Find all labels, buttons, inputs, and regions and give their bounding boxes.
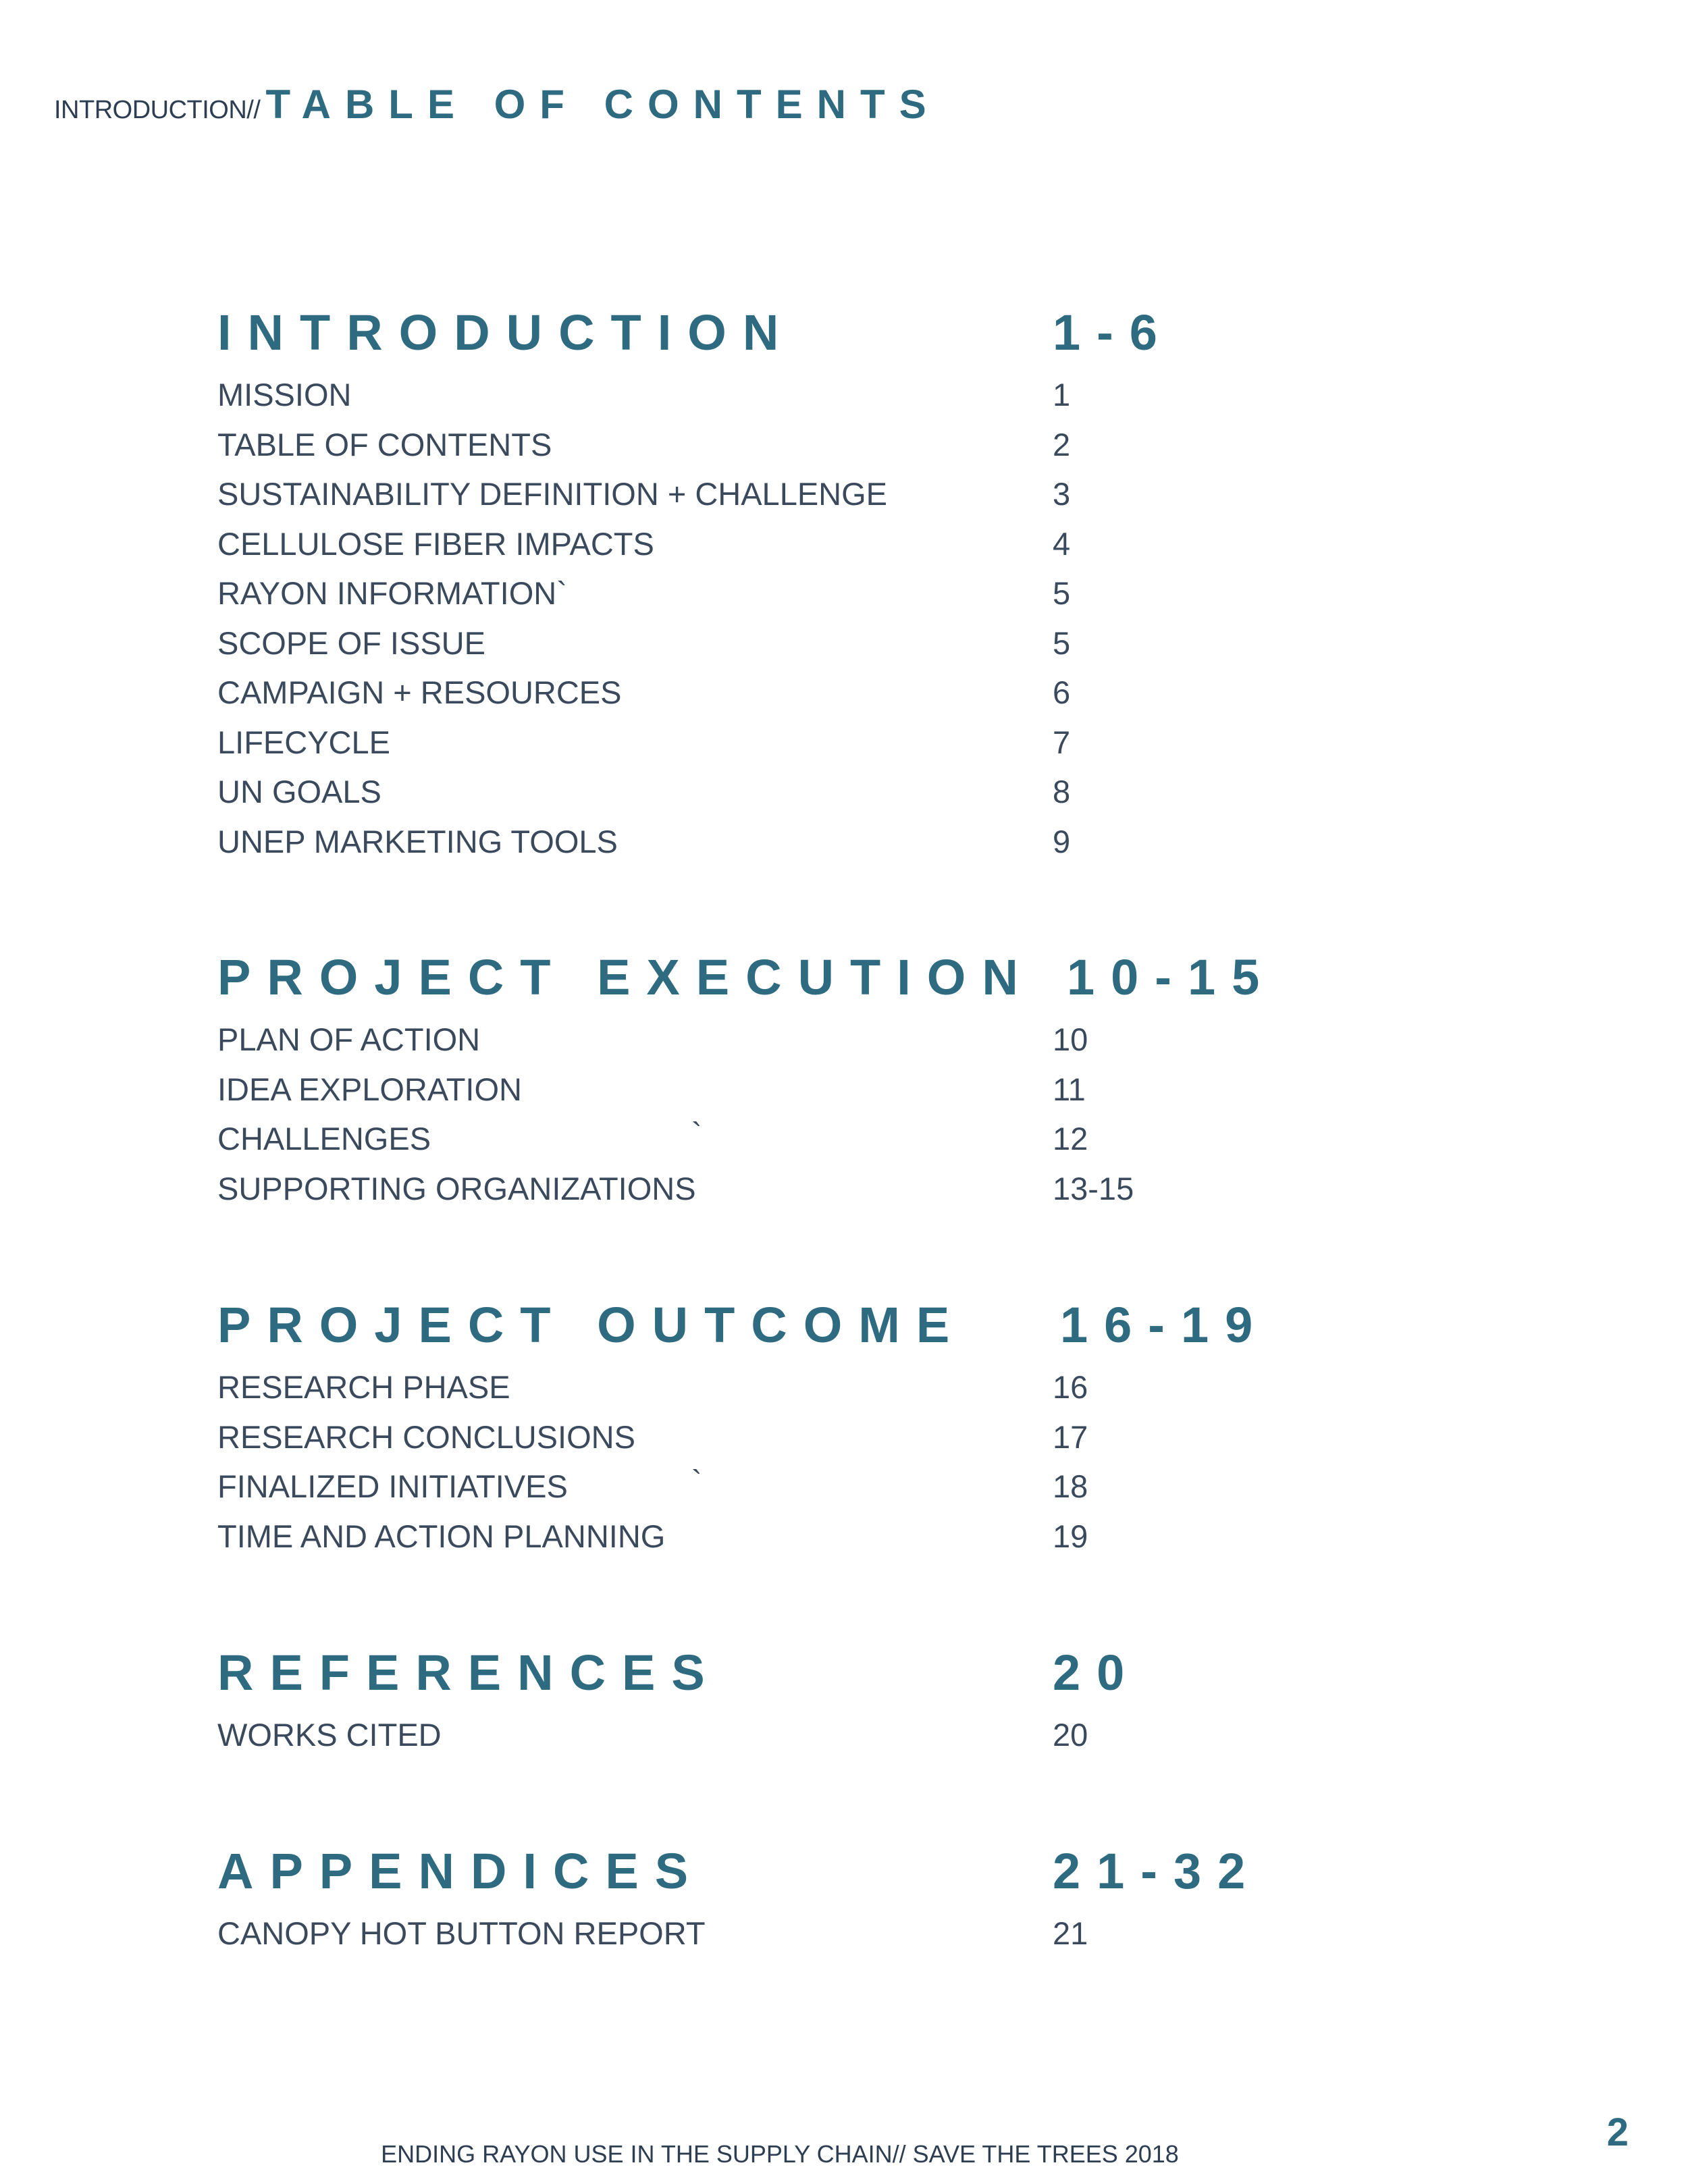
entry-label: MISSION — [217, 377, 352, 412]
toc-entry — [217, 1065, 1365, 1115]
entry-page: 5 — [1053, 624, 1071, 661]
toc-entry — [217, 568, 1365, 618]
toc-entry — [217, 1015, 1365, 1065]
toc-entry — [217, 1114, 1365, 1164]
entry-label: CAMPAIGN + RESOURCES — [217, 674, 622, 710]
toc-entry — [217, 718, 1365, 768]
toc-section-references — [217, 1636, 1365, 1760]
entry-page: 1 — [1053, 377, 1071, 412]
section-page-range: 21-32 — [1053, 1843, 1262, 1899]
entry-page: 20 — [1053, 1717, 1088, 1753]
entry-label: CANOPY HOT BUTTON REPORT — [217, 1915, 706, 1951]
toc-entry — [217, 1412, 1365, 1462]
page-header — [54, 81, 941, 135]
entry-label: TABLE OF CONTENTS — [217, 426, 552, 462]
entry-page: 18 — [1053, 1468, 1088, 1504]
toc-entry — [217, 1909, 1365, 1959]
page-footer — [0, 2140, 1688, 2168]
stray-tick-mark: ` — [691, 1464, 702, 1499]
toc-entry — [217, 519, 1365, 569]
section-title: REFERENCES — [217, 1645, 721, 1701]
toc-section-project-outcome — [217, 1288, 1365, 1561]
entry-label: FINALIZED INITIATIVES — [217, 1468, 568, 1504]
entry-label: TIME AND ACTION PLANNING — [217, 1518, 666, 1554]
entry-page: 3 — [1053, 476, 1071, 512]
toc-section-appendices — [217, 1834, 1365, 1959]
section-title: PROJECT OUTCOME — [217, 1297, 966, 1353]
entry-page: 9 — [1053, 823, 1071, 859]
toc-section-project-execution — [217, 940, 1365, 1213]
toc-entry — [217, 1164, 1365, 1214]
toc-entry — [217, 618, 1365, 668]
entry-label: LIFECYCLE — [217, 724, 390, 760]
entry-label: RAYON INFORMATION` — [217, 575, 567, 611]
breadcrumb: INTRODUCTION// — [54, 96, 261, 124]
entry-label: CELLULOSE FIBER IMPACTS — [217, 525, 654, 562]
entry-page: 11 — [1053, 1071, 1086, 1107]
section-page-range: 20 — [1053, 1645, 1141, 1701]
section-page-range: 1-6 — [1053, 304, 1173, 361]
section-title: APPENDICES — [217, 1843, 705, 1899]
entry-page: 2 — [1053, 426, 1071, 462]
stray-tick-mark: ` — [691, 1116, 702, 1152]
entry-label: RESEARCH CONCLUSIONS — [217, 1418, 635, 1455]
entry-label: IDEA EXPLORATION — [217, 1071, 522, 1107]
section-title: PROJECT EXECUTION — [217, 949, 1034, 1005]
entry-page: 7 — [1053, 724, 1071, 760]
page-number: 2 — [1606, 2110, 1629, 2154]
entry-page: 21 — [1053, 1915, 1088, 1951]
entry-page: 10 — [1053, 1021, 1088, 1057]
entry-label: SUSTAINABILITY DEFINITION + CHALLENGE — [217, 476, 888, 512]
toc-entry — [217, 767, 1365, 817]
entry-page: 8 — [1053, 774, 1071, 809]
section-page-range: 10-15 — [1067, 949, 1276, 1005]
entry-label: UNEP MARKETING TOOLS — [217, 823, 618, 859]
entry-page: 13-15 — [1053, 1170, 1134, 1206]
section-title: INTRODUCTION — [217, 304, 795, 361]
entry-label: SCOPE OF ISSUE — [217, 624, 485, 661]
entry-label: SUPPORTING ORGANIZATIONS — [217, 1170, 696, 1206]
toc-section-introduction — [217, 296, 1365, 866]
entry-label: PLAN OF ACTION — [217, 1021, 481, 1057]
entry-page: 19 — [1053, 1518, 1088, 1554]
footer-text: ENDING RAYON USE IN THE SUPPLY CHAIN// SAVE THE TREES 2018 — [381, 2140, 1179, 2168]
entry-page: 12 — [1053, 1121, 1088, 1156]
toc-entry — [217, 817, 1365, 867]
entry-label: UN GOALS — [217, 774, 381, 809]
entry-page: 4 — [1053, 525, 1071, 562]
page-title: TABLE OF CONTENTS — [265, 82, 941, 127]
entry-label: CHALLENGES — [217, 1121, 431, 1156]
entry-page: 16 — [1053, 1369, 1088, 1405]
entry-page: 17 — [1053, 1418, 1088, 1455]
toc-entry — [217, 1710, 1365, 1760]
section-page-range: 16-19 — [1060, 1297, 1269, 1353]
toc-entry — [217, 668, 1365, 718]
toc-entry — [217, 1512, 1365, 1562]
toc-entry — [217, 420, 1365, 470]
entry-label: RESEARCH PHASE — [217, 1369, 510, 1405]
entry-page: 6 — [1053, 674, 1071, 710]
toc-entry — [217, 1362, 1365, 1412]
toc-entry — [217, 370, 1365, 420]
entry-label: WORKS CITED — [217, 1717, 442, 1753]
entry-page: 5 — [1053, 575, 1071, 611]
toc-entry — [217, 1462, 1365, 1512]
toc-entry — [217, 469, 1365, 519]
